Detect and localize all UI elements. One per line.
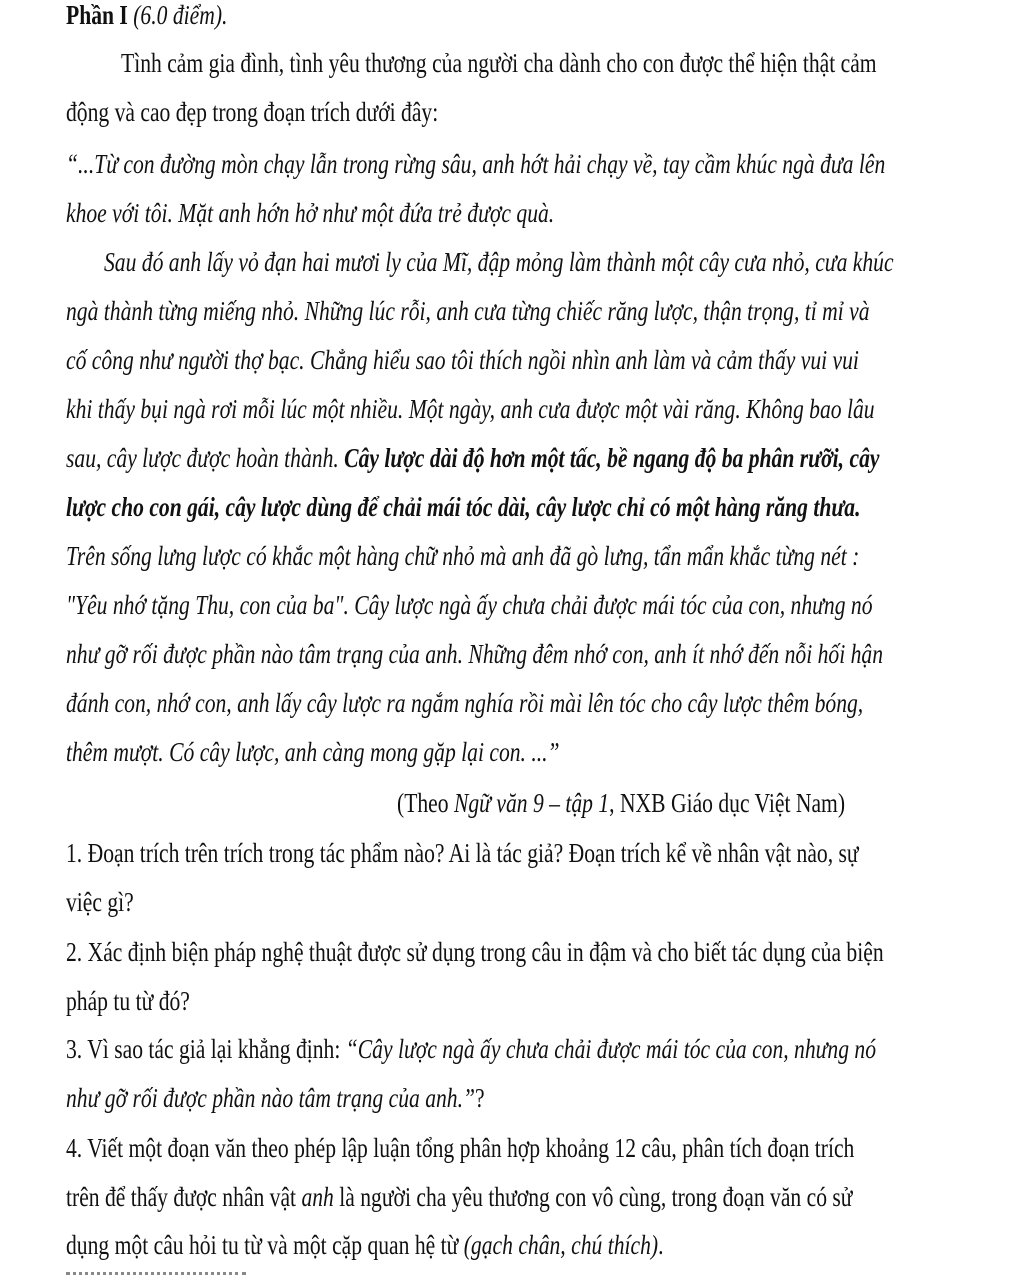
question-4-cont [66,1230,966,1261]
excerpt-line: "Yêu nhớ tặng Thu, con của ba". Cây lược ngà ấy chưa chải được mái tóc của con, nhưng nó [66,590,873,620]
question-3 [66,1034,966,1065]
question-4-italic: anh [301,1182,334,1212]
question-4-cont [66,1182,966,1213]
source-citation [397,788,1024,819]
excerpt-line: Trên sống lưng lược có khắc một hàng chữ nhỏ mà anh đã gò lưng, tẩn mẩn khắc từng nét : [66,541,860,571]
question-2-cont: pháp tu từ đó? [66,986,190,1016]
bold-sentence-cont: lược cho con gái, cây lược dùng để chải mái tóc dài, cây lược chỉ có một hàng răng thưa. [66,492,861,522]
source-suffix: , NXB Giáo dục Việt Nam) [609,788,846,818]
question-4-text: dụng một câu hỏi tu từ và một cặp quan hệ từ [66,1230,464,1260]
intro-line-1: Tình cảm gia đình, tình yêu thương của người cha dành cho con được thể hiện thật cảm [121,48,877,78]
excerpt-line: cố công như người thợ bạc. Chẳng hiểu sao tôi thích ngồi nhìn anh làm và cảm thấy vui vui [66,345,859,375]
question-1: 1. Đoạn trích trên trích trong tác phẩm nào? Ai là tác giả? Đoạn trích kể về nhân vật nào, sự [66,838,859,868]
excerpt-line: như gỡ rối được phần nào tâm trạng của anh. Những đêm nhớ con, anh ít nhớ đến nỗi hối hận [66,639,884,669]
source-book: Ngữ văn 9 – tập 1 [453,788,610,818]
question-4-italic: (gạch chân, chú thích) [463,1230,659,1260]
question-3-text: 3. Vì sao tác giả lại khẳng định: [66,1034,346,1064]
cut-off-line [66,1272,246,1283]
question-3-quote: “Cây lược ngà ấy chưa chải được mái tóc của con, nhưng nó [345,1034,877,1064]
intro-line-2: động và cao đẹp trong đoạn trích dưới đây: [66,97,439,127]
question-4-text: . [658,1230,664,1260]
excerpt-line: Sau đó anh lấy vỏ đạn hai mươi ly của Mĩ, đập mỏng làm thành một cây cưa nhỏ, cưa khúc [104,247,894,277]
question-4-text: trên để thấy được nhân vật [66,1182,302,1212]
question-3-quote: như gỡ rối được phần nào tâm trạng của anh.” [66,1083,476,1113]
section-header [66,0,966,31]
question-4-text: là người cha yêu thương con vô cùng, trong đoạn văn có sử [333,1182,853,1212]
question-1-cont: việc gì? [66,887,134,917]
source-prefix: (Theo [397,788,454,818]
excerpt-line: ngà thành từng miếng nhỏ. Những lúc rỗi, anh cưa từng chiếc răng lược, thận trọng, tỉ mỉ và [66,296,870,326]
excerpt-line: “...Từ con đường mòn chạy lẫn trong rừng sâu, anh hớt hải chạy về, tay cầm khúc ngà đưa lên [66,149,886,179]
part-points: (6.0 điểm). [133,0,228,30]
excerpt-line: đánh con, nhớ con, anh lấy cây lược ra ngắm nghía rồi mài lên tóc cho cây lược thêm bóng, [66,688,864,718]
excerpt-line: khoe với tôi. Mặt anh hớn hở như một đứa trẻ được quà. [66,198,555,228]
excerpt-line: thêm mượt. Có cây lược, anh càng mong gặp lại con. ...” [66,737,560,767]
excerpt-line [66,443,966,474]
question-3-end: ? [475,1083,485,1113]
question-4: 4. Viết một đoạn văn theo phép lập luận tổng phân hợp khoảng 12 câu, phân tích đoạn trích [66,1133,855,1163]
excerpt-line: khi thấy bụi ngà rơi mỗi lúc một nhiều. Một ngày, anh cưa được một vài răng. Không bao lâu [66,394,875,424]
part-title: Phần I [66,0,128,30]
question-3-cont [66,1083,966,1114]
question-2: 2. Xác định biện pháp nghệ thuật được sử dụng trong câu in đậm và cho biết tác dụng của biện [66,937,884,967]
bold-sentence: Cây lược dài độ hơn một tấc, bề ngang độ ba phân rưỡi, cây [344,443,880,473]
excerpt-text: sau, cây lược được hoàn thành. [66,443,345,473]
